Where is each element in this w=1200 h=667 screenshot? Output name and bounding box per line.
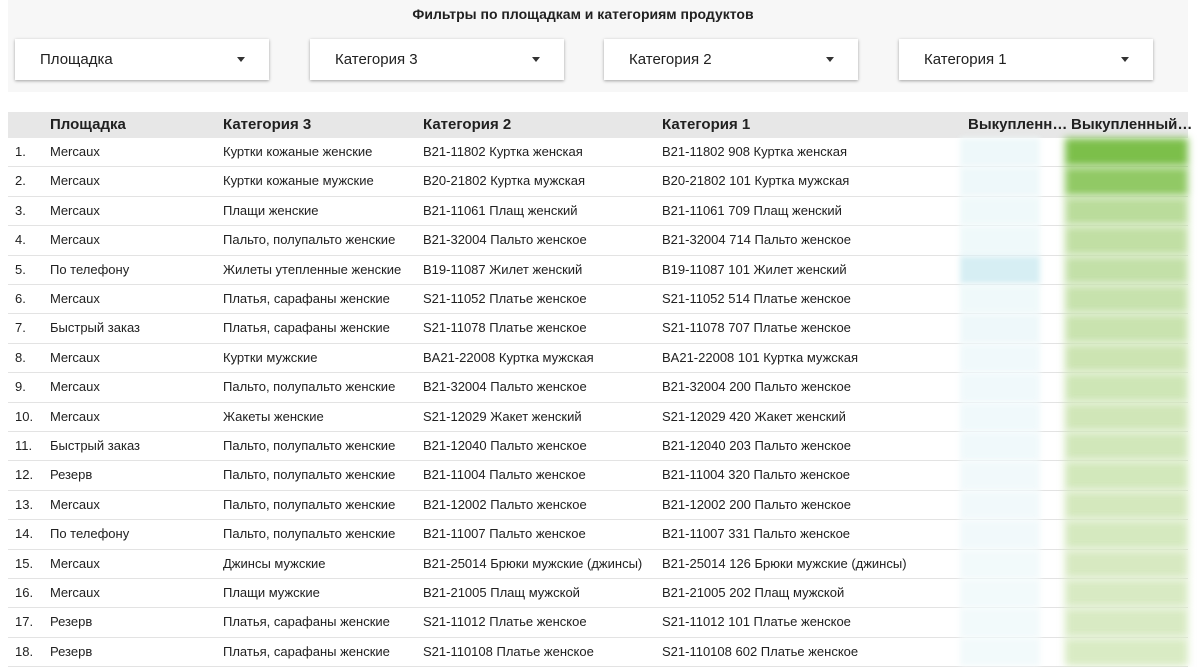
cell-category3: Пальто, полупальто женские xyxy=(223,467,396,483)
cell-platform: Mercaux xyxy=(50,291,100,306)
cell-category3: Куртки мужские xyxy=(223,349,318,365)
cell-platform: Mercaux xyxy=(50,496,100,512)
filter-category2-dropdown[interactable] xyxy=(604,39,858,80)
table-row[interactable] xyxy=(8,491,1188,520)
row-number: 17. xyxy=(15,614,34,630)
cell-category1: S21-11012 101 Платье женское xyxy=(662,614,851,630)
cell-category2: B21-21005 Плащ мужской xyxy=(423,585,580,600)
cell-category2: B21-11061 Плащ женский xyxy=(423,202,578,218)
row-number: 1. xyxy=(15,144,26,159)
cell-category1: B21-12002 200 Пальто женское xyxy=(662,496,851,512)
cell-category3: Плащи женские xyxy=(223,202,319,218)
cell-category3: Платья, сарафаны женские xyxy=(223,614,390,630)
cell-metric1-heat xyxy=(960,285,1040,313)
row-number: 13. xyxy=(15,496,34,512)
cell-platform: Резерв xyxy=(50,467,93,483)
cell-category3: Платья, сарафаны женские xyxy=(223,291,390,306)
filter-category2-label: Категория 2 xyxy=(629,51,712,68)
cell-metric2-heat xyxy=(1065,344,1188,372)
cell-metric2-heat xyxy=(1065,432,1188,460)
cell-metric2-heat xyxy=(1065,256,1188,284)
data-table xyxy=(8,112,1193,665)
cell-category3: Пальто, полупальто женские xyxy=(223,496,396,512)
cell-category2: B21-25014 Брюки мужские (джинсы) xyxy=(423,555,643,571)
cell-category3: Платья, сарафаны женские xyxy=(223,320,390,336)
cell-platform: Mercaux xyxy=(50,349,100,365)
cell-metric1-heat xyxy=(960,579,1040,607)
table-row[interactable] xyxy=(8,167,1188,196)
cell-platform: Mercaux xyxy=(50,379,100,395)
cell-platform: Mercaux xyxy=(50,173,100,189)
table-row[interactable] xyxy=(8,461,1188,490)
cell-metric1-heat xyxy=(960,314,1040,342)
cell-platform: Mercaux xyxy=(50,555,100,571)
table-row[interactable] xyxy=(8,256,1188,285)
cell-platform: Mercaux xyxy=(50,144,100,159)
cell-platform: По телефону xyxy=(50,261,130,277)
row-number: 4. xyxy=(15,232,26,248)
table-row[interactable] xyxy=(8,285,1188,314)
filter-category1-dropdown[interactable] xyxy=(899,39,1153,80)
cell-metric1-heat xyxy=(960,491,1040,519)
cell-metric2-heat xyxy=(1065,520,1188,548)
cell-category1: B21-21005 202 Плащ мужской xyxy=(662,585,845,600)
cell-category3: Пальто, полупальто женские xyxy=(223,526,396,542)
row-number: 10. xyxy=(15,408,34,424)
cell-metric2-heat xyxy=(1065,197,1188,225)
table-row[interactable] xyxy=(8,226,1188,255)
cell-category3: Джинсы мужские xyxy=(223,555,326,571)
cell-category2: BA21-22008 Куртка мужская xyxy=(423,349,594,365)
cell-category2: S21-11012 Платье женское xyxy=(423,614,587,630)
cell-category1: B21-11802 908 Куртка женская xyxy=(662,144,848,159)
cell-category1: S21-110108 602 Платье женское xyxy=(662,643,859,659)
cell-metric1-heat xyxy=(960,138,1040,166)
cell-category3: Жилеты утепленные женские xyxy=(223,261,402,277)
row-number: 18. xyxy=(15,643,34,659)
cell-metric2-heat xyxy=(1065,226,1188,254)
cell-category2: B21-11802 Куртка женская xyxy=(423,144,583,159)
cell-platform: Mercaux xyxy=(50,585,100,600)
filter-platform-label: Площадка xyxy=(40,51,113,68)
cell-metric1-heat xyxy=(960,344,1040,372)
cell-metric1-heat xyxy=(960,638,1040,666)
cell-platform: Mercaux xyxy=(50,408,100,424)
header-category3[interactable]: Категория 3 xyxy=(223,116,312,133)
row-number: 7. xyxy=(15,320,26,336)
cell-category1: B21-32004 200 Пальто женское xyxy=(662,379,851,395)
cell-category3: Пальто, полупальто женские xyxy=(223,438,396,453)
cell-category3: Куртки кожаные мужские xyxy=(223,173,374,189)
cell-metric1-heat xyxy=(960,403,1040,431)
cell-category3: Платья, сарафаны женские xyxy=(223,643,390,659)
cell-category1: B21-11004 320 Пальто женское xyxy=(662,467,851,483)
cell-category2: B20-21802 Куртка мужская xyxy=(423,173,586,189)
cell-metric2-heat xyxy=(1065,314,1188,342)
cell-category3: Жакеты женские xyxy=(223,408,324,424)
row-number: 3. xyxy=(15,202,26,218)
cell-metric2-heat xyxy=(1065,373,1188,401)
row-number: 5. xyxy=(15,261,26,277)
cell-category1: S21-11052 514 Платье женское xyxy=(662,291,851,306)
table-row[interactable] xyxy=(8,344,1188,373)
table-row[interactable] xyxy=(8,314,1188,343)
cell-platform: Резерв xyxy=(50,614,93,630)
chevron-down-icon xyxy=(237,57,245,62)
row-number: 15. xyxy=(15,555,34,571)
cell-platform: Резерв xyxy=(50,643,93,659)
header-category1[interactable]: Категория 1 xyxy=(662,116,751,133)
cell-category2: S21-110108 Платье женское xyxy=(423,643,594,659)
row-number: 11. xyxy=(15,438,33,453)
cell-metric1-heat xyxy=(960,461,1040,489)
cell-platform: Быстрый заказ xyxy=(50,438,140,453)
table-row[interactable] xyxy=(8,550,1188,579)
cell-category1: B21-32004 714 Пальто женское xyxy=(662,232,851,248)
table-row[interactable] xyxy=(8,520,1188,549)
cell-category1: S21-11078 707 Платье женское xyxy=(662,320,851,336)
chevron-down-icon xyxy=(1121,57,1129,62)
cell-metric2-heat xyxy=(1065,550,1188,578)
row-number: 9. xyxy=(15,379,26,395)
cell-metric2-heat xyxy=(1065,403,1188,431)
cell-category1: B21-11007 331 Пальто женское xyxy=(662,526,851,542)
row-number: 6. xyxy=(15,291,26,306)
cell-metric2-heat xyxy=(1065,167,1188,195)
cell-metric2-heat xyxy=(1065,579,1188,607)
cell-category2: B21-32004 Пальто женское xyxy=(423,379,587,395)
cell-metric2-heat xyxy=(1065,491,1188,519)
chevron-down-icon xyxy=(826,57,834,62)
cell-category3: Куртки кожаные женские xyxy=(223,144,373,159)
row-number: 16. xyxy=(15,585,34,600)
cell-category1: B20-21802 101 Куртка мужская xyxy=(662,173,850,189)
table-row[interactable] xyxy=(8,138,1188,167)
header-metric1[interactable]: Выкупленн… xyxy=(968,116,1068,133)
cell-category1: BA21-22008 101 Куртка мужская xyxy=(662,349,859,365)
header-metric2[interactable]: Выкупленный… xyxy=(1071,116,1193,133)
cell-category2: B21-32004 Пальто женское xyxy=(423,232,587,248)
header-category2[interactable]: Категория 2 xyxy=(423,116,512,133)
cell-metric1-heat xyxy=(960,197,1040,225)
cell-category2: B21-12002 Пальто женское xyxy=(423,496,587,512)
cell-category2: B21-11007 Пальто женское xyxy=(423,526,586,542)
table-row[interactable] xyxy=(8,373,1188,402)
row-number: 2. xyxy=(15,173,26,189)
cell-category2: S21-11052 Платье женское xyxy=(423,291,587,306)
cell-category1: B21-12040 203 Пальто женское xyxy=(662,438,851,453)
table-header xyxy=(8,112,1193,138)
cell-category3: Пальто, полупальто женские xyxy=(223,379,396,395)
cell-platform: Mercaux xyxy=(50,232,100,248)
cell-category2: S21-12029 Жакет женский xyxy=(423,408,582,424)
filter-category3-label: Категория 3 xyxy=(335,51,418,68)
cell-metric1-heat xyxy=(960,373,1040,401)
cell-metric1-heat xyxy=(960,432,1040,460)
cell-metric1-heat xyxy=(960,550,1040,578)
cell-category2: B21-12040 Пальто женское xyxy=(423,438,587,453)
cell-metric2-heat xyxy=(1065,138,1188,166)
cell-category2: B19-11087 Жилет женский xyxy=(423,261,583,277)
cell-category1: S21-12029 420 Жакет женский xyxy=(662,408,846,424)
cell-category1: B19-11087 101 Жилет женский xyxy=(662,261,847,277)
cell-metric1-heat xyxy=(960,167,1040,195)
filter-panel xyxy=(8,0,1188,92)
cell-metric2-heat xyxy=(1065,638,1188,666)
filter-category1-label: Категория 1 xyxy=(924,51,1007,68)
cell-category1: B21-11061 709 Плащ женский xyxy=(662,202,842,218)
cell-metric1-heat xyxy=(960,226,1040,254)
filter-category3-dropdown[interactable] xyxy=(310,39,564,80)
row-number: 14. xyxy=(15,526,34,542)
chevron-down-icon xyxy=(532,57,540,62)
cell-metric1-heat xyxy=(960,256,1040,284)
cell-platform: По телефону xyxy=(50,526,130,542)
cell-platform: Mercaux xyxy=(50,202,100,218)
cell-platform: Быстрый заказ xyxy=(50,320,140,336)
table-row[interactable] xyxy=(8,638,1188,667)
row-number: 8. xyxy=(15,349,26,365)
cell-metric1-heat xyxy=(960,608,1040,636)
cell-metric1-heat xyxy=(960,520,1040,548)
header-platform[interactable]: Площадка xyxy=(50,116,126,133)
table-row[interactable] xyxy=(8,197,1188,226)
cell-metric2-heat xyxy=(1065,285,1188,313)
table-row[interactable] xyxy=(8,403,1188,432)
cell-metric2-heat xyxy=(1065,608,1188,636)
filter-panel-title: Фильтры по площадкам и категориям продуктов xyxy=(412,6,754,22)
cell-category2: B21-11004 Пальто женское xyxy=(423,467,586,483)
cell-category3: Плащи мужские xyxy=(223,585,320,600)
cell-category1: B21-25014 126 Брюки мужские (джинсы) xyxy=(662,555,907,571)
row-number: 12. xyxy=(15,467,34,483)
cell-category2: S21-11078 Платье женское xyxy=(423,320,587,336)
table-row[interactable] xyxy=(8,608,1188,637)
cell-category3: Пальто, полупальто женские xyxy=(223,232,396,248)
cell-metric2-heat xyxy=(1065,461,1188,489)
table-row[interactable] xyxy=(8,579,1188,608)
table-row[interactable] xyxy=(8,432,1188,461)
filter-platform-dropdown[interactable] xyxy=(15,39,269,80)
